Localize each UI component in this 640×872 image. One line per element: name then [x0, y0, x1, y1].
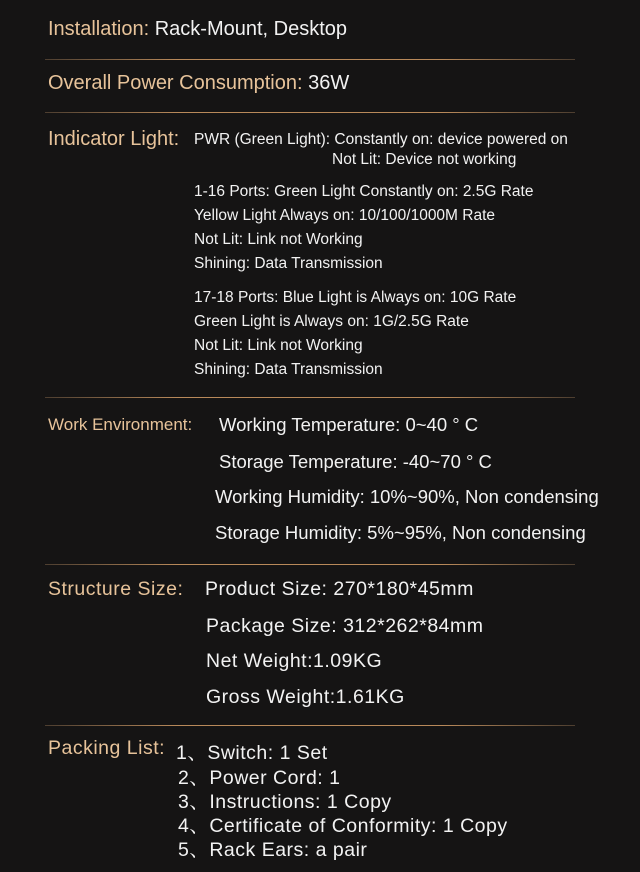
- divider: [45, 397, 575, 398]
- indicator-pwr-line1: PWR (Green Light): Constantly on: device powered on: [194, 131, 568, 148]
- divider: [45, 112, 575, 113]
- indicator-group2-line: 17-18 Ports: Blue Light is Always on: 10G Rate: [194, 289, 517, 306]
- installation-row: [48, 18, 347, 41]
- structure-label: Structure Size:: [48, 578, 184, 600]
- indicator-group1-line: 1-16 Ports: Green Light Constantly on: 2.5G Rate: [194, 183, 534, 200]
- divider: [45, 725, 575, 726]
- packing-item: 5、Rack Ears: a pair: [178, 839, 368, 861]
- installation-value: Rack-Mount, Desktop: [154, 18, 348, 40]
- indicator-group1-line: Shining: Data Transmission: [194, 255, 383, 272]
- divider: [45, 59, 575, 60]
- indicator-group1-line: Yellow Light Always on: 10/100/1000M Rate: [194, 207, 496, 224]
- packing-item: 1、Switch: 1 Set: [176, 742, 328, 764]
- packing-label: Packing List:: [48, 737, 166, 759]
- power-label: Overall Power Consumption:: [48, 72, 303, 94]
- packing-item: 2、Power Cord: 1: [178, 767, 341, 789]
- environment-line: Storage Temperature: -40~70 ° C: [219, 451, 492, 472]
- structure-line: Gross Weight:1.61KG: [206, 686, 405, 708]
- structure-line: Net Weight:1.09KG: [206, 650, 383, 672]
- packing-item: 4、Certificate of Conformity: 1 Copy: [178, 815, 508, 837]
- environment-line: Working Humidity: 10%~90%, Non condensing: [215, 486, 599, 507]
- indicator-group1-line: Not Lit: Link not Working: [194, 231, 363, 248]
- structure-line: Product Size: 270*180*45mm: [205, 578, 474, 600]
- environment-line: Storage Humidity: 5%~95%, Non condensing: [215, 522, 586, 543]
- indicator-group2-line: Green Light is Always on: 1G/2.5G Rate: [194, 313, 469, 330]
- power-value: 36W: [308, 72, 350, 94]
- environment-label: Work Environment:: [48, 415, 193, 434]
- structure-line: Package Size: 312*262*84mm: [206, 615, 484, 637]
- environment-line: Working Temperature: 0~40 ° C: [219, 414, 479, 435]
- indicator-label: Indicator Light:: [48, 128, 180, 150]
- power-row: [48, 72, 349, 95]
- installation-label: Installation:: [48, 18, 150, 40]
- indicator-pwr-line2: Not Lit: Device not working: [332, 151, 517, 168]
- indicator-group2-line: Shining: Data Transmission: [194, 361, 383, 378]
- packing-item: 3、Instructions: 1 Copy: [178, 791, 392, 813]
- indicator-group2-line: Not Lit: Link not Working: [194, 337, 363, 354]
- divider: [45, 564, 575, 565]
